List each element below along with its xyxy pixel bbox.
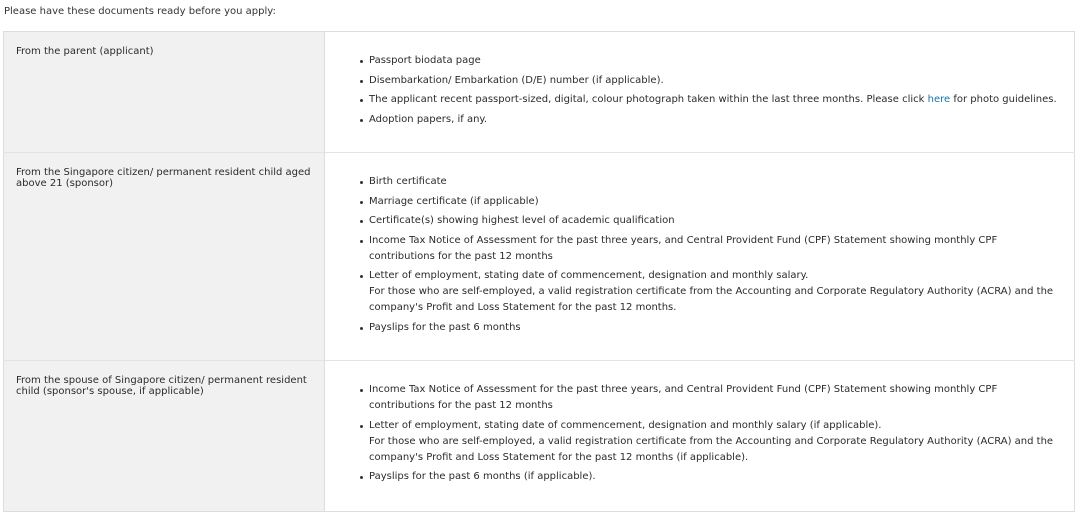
table-row	[4, 361, 1075, 512]
document-list	[325, 361, 1074, 485]
item-text: Letter of employment, stating date of commencement, designation and monthly salary.	[369, 270, 809, 281]
list-item	[325, 268, 1074, 316]
item-note: For those who are self-employed, a valid registration certificate from the Accounting and Corporate Regulatory Authority (ACRA) and the company's Profit and Loss Statement for the past 12 months.	[369, 286, 1054, 313]
document-list	[325, 32, 1074, 128]
table-row	[4, 153, 1075, 361]
row-label: From the spouse of Singapore citizen/ permanent resident child (sponsor's spouse, if applicable)	[4, 361, 325, 512]
item-text: Letter of employment, stating date of commencement, designation and monthly salary (if applicable).	[369, 419, 882, 431]
list-item	[325, 92, 1074, 108]
list-item: Certificate(s) showing highest level of academic qualification	[325, 213, 1074, 229]
item-note: For those who are self-employed, a valid registration certificate from the Accounting and Corporate Regulatory Authority (ACRA) and the company's Profit and Loss Statement for the past 12 months (if applicable).	[369, 435, 1054, 463]
table-row	[4, 32, 1075, 153]
list-item: Passport biodata page	[325, 53, 1074, 69]
documents-table	[3, 31, 1075, 512]
list-item: Payslips for the past 6 months	[325, 320, 1074, 336]
item-text: The applicant recent passport-sized, digital, colour photograph taken within the last three months. Please click	[369, 94, 928, 105]
list-item	[325, 418, 1074, 466]
list-item: Birth certificate	[325, 174, 1074, 190]
row-label: From the Singapore citizen/ permanent resident child aged above 21 (sponsor)	[4, 153, 325, 361]
item-text: for photo guidelines.	[950, 94, 1057, 105]
list-item: Marriage certificate (if applicable)	[325, 194, 1074, 210]
document-list	[325, 153, 1074, 336]
list-item: Income Tax Notice of Assessment for the past three years, and Central Provident Fund (CPF) Statement showing monthly CPF contributions for the past 12 months	[325, 382, 1074, 414]
row-label: From the parent (applicant)	[4, 32, 325, 153]
list-item: Income Tax Notice of Assessment for the past three years, and Central Provident Fund (CPF) Statement showing monthly CPF contributions for the past 12 months	[325, 233, 1074, 265]
photo-guidelines-link[interactable]: here	[927, 94, 951, 105]
list-item: Payslips for the past 6 months (if applicable).	[325, 469, 1074, 485]
list-item: Adoption papers, if any.	[325, 112, 1074, 128]
list-item: Disembarkation/ Embarkation (D/E) number (if applicable).	[325, 73, 1074, 89]
intro-text: Please have these documents ready before you apply:	[4, 6, 276, 17]
